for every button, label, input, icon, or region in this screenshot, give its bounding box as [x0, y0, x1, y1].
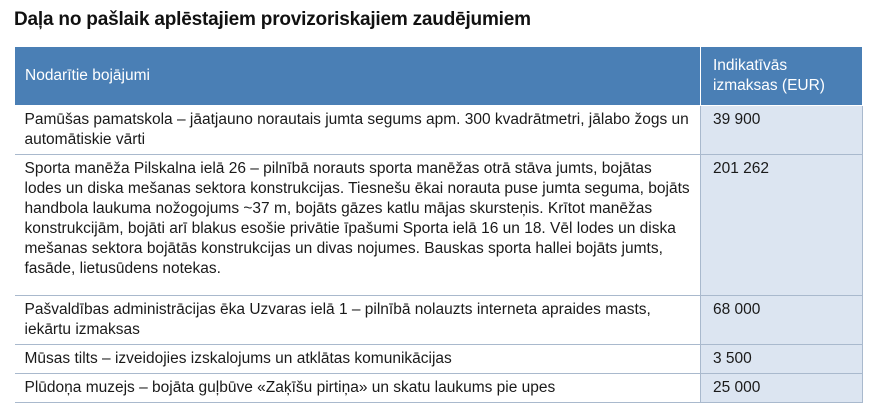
table-row [15, 106, 863, 155]
damage-cost: 68 000 [701, 296, 863, 345]
table-row [15, 374, 863, 403]
damage-description: Plūdoņa muzejs – bojāta guļbūve «Zaķīšu pirtiņa» un skatu laukums pie upes [15, 374, 701, 403]
damage-description: Pašvaldības administrācijas ēka Uzvaras ielā 1 – pilnībā nolauzts interneta apraides masts, iekārtu izmaksas [15, 296, 701, 345]
damage-description: Mūsas tilts – izveidojies izskalojums un atklātas komunikācijas [15, 345, 701, 374]
table-row [15, 155, 863, 296]
table-row [15, 296, 863, 345]
damage-cost: 201 262 [701, 155, 863, 296]
damage-cost: 3 500 [701, 345, 863, 374]
damage-description: Pamūšas pamatskola – jāatjauno norautais jumta segums apm. 300 kvadrātmetri, jālabo žogs un automātiskie vārti [15, 106, 701, 155]
damage-cost: 39 900 [701, 106, 863, 155]
damage-description: Sporta manēža Pilskalna ielā 26 – pilnībā norauts sporta manēžas otrā stāva jumts, bojātas lodes un diska mešanas sektora konstrukcijas. Tiesnešu ēkai norauta puse jumta seguma, bojāts handbola laukuma nožogojums ~37 m, bojāts gāzes katlu mājas skursteņis. Krītot manēžas konstrukcijām, bojāti arī blakus esošie privātie īpašumi Sporta ielā 16 un 18. Vēl lodes un diska mešanas sektora bojātās konstrukcijas un divas nojumes. Bauskas sporta hallei bojāts jumts, fasāde, lietusūdens notekas. [15, 155, 701, 296]
table-header-row [15, 47, 863, 106]
column-header-damage: Nodarītie bojājumi [15, 47, 701, 106]
page-title: Daļa no pašlaik aplēstajiem provizoriskajiem zaudējumiem [14, 9, 531, 30]
column-header-cost-line1: Indikatīvās [713, 57, 788, 74]
damage-cost: 25 000 [701, 374, 863, 403]
damage-cost-table [14, 46, 863, 403]
column-header-cost [701, 47, 863, 106]
column-header-cost-line2: izmaksas (EUR) [713, 77, 825, 94]
table-row [15, 345, 863, 374]
